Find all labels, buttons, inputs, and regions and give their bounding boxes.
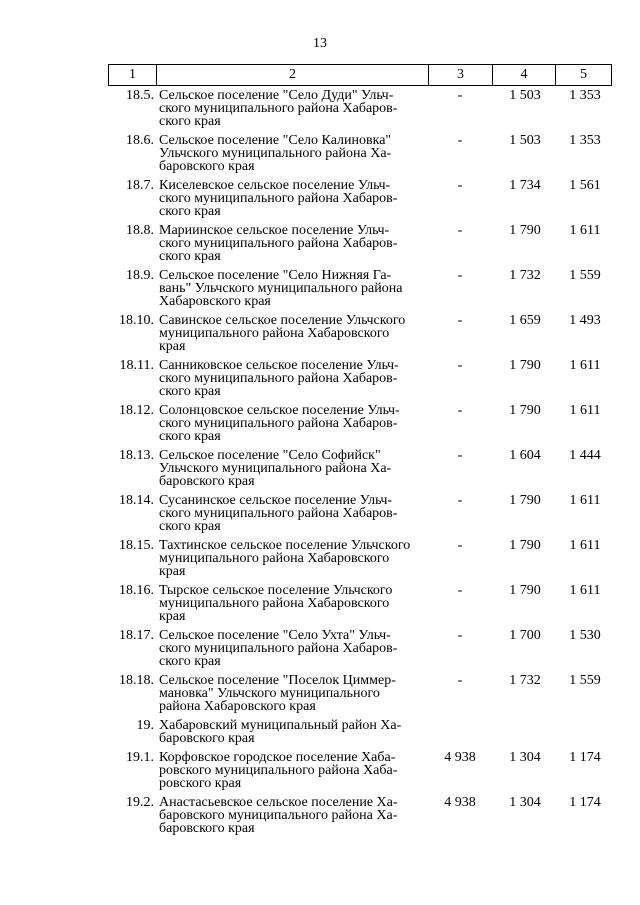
- row-value-col-3: 4 938: [444, 795, 476, 810]
- row-name-line: Мариинское сельское поселение Ульч-: [159, 223, 390, 238]
- table-row: [0, 179, 640, 218]
- row-value-col-3: -: [457, 673, 463, 688]
- row-value-col-4: 1 790: [509, 358, 541, 373]
- row-value-col-3: -: [457, 313, 463, 328]
- row-name-line: ского края: [159, 429, 221, 444]
- row-name-line: ского муниципального района Хабаров-: [159, 371, 398, 386]
- row-name-line: Сельское поселение "Поселок Циммер-: [159, 673, 396, 688]
- row-name-line: ровского муниципального района Хаба-: [159, 763, 398, 778]
- table-row: [0, 404, 640, 443]
- row-name-line: ского муниципального района Хабаров-: [159, 641, 398, 656]
- row-value-col-3: -: [457, 448, 463, 463]
- row-name: [159, 796, 427, 835]
- row-name: [159, 751, 427, 790]
- row-value-col-5: 1 611: [569, 493, 601, 508]
- row-value-col-3: -: [457, 223, 463, 238]
- row-value-col-5: 1 611: [569, 223, 601, 238]
- row-value-col-5: 1 559: [569, 268, 601, 283]
- row-value-col-5: 1 561: [569, 178, 601, 193]
- row-number: 18.15.: [119, 538, 154, 553]
- row-name-line: ского муниципального района Хабаров-: [159, 416, 398, 431]
- row-name: [159, 494, 427, 533]
- row-value-col-4: 1 790: [509, 538, 541, 553]
- row-value-col-3: -: [457, 178, 463, 193]
- row-name: [159, 449, 427, 488]
- row-value-col-4: 1 659: [509, 313, 541, 328]
- row-name-line: ского края: [159, 249, 221, 264]
- row-name-line: Сусанинское сельское поселение Ульч-: [159, 493, 393, 508]
- row-value-col-3: -: [457, 358, 463, 373]
- row-value-col-5: 1 174: [569, 750, 601, 765]
- row-name-line: Сельское поселение "Село Ухта" Ульч-: [159, 628, 391, 643]
- row-name-line: Солонцовское сельское поселение Ульч-: [159, 403, 400, 418]
- table-body: [0, 89, 640, 841]
- row-name-line: Санниковское сельское поселение Ульч-: [159, 358, 399, 373]
- row-value-col-4: 1 503: [509, 133, 541, 148]
- row-value-col-5: 1 611: [569, 583, 601, 598]
- row-number: 18.9.: [126, 268, 154, 283]
- row-name: [159, 179, 427, 218]
- row-name: [159, 269, 427, 308]
- row-name-line: Тырское сельское поселение Ульчского: [159, 583, 393, 598]
- row-value-col-4: 1 604: [509, 448, 541, 463]
- table-row: [0, 449, 640, 488]
- row-name-line: Ульчского муниципального района Ха-: [159, 461, 392, 476]
- row-name-line: ского муниципального района Хабаров-: [159, 101, 398, 116]
- row-name-line: Сельское поселение "Село Дуди" Ульч-: [159, 88, 394, 103]
- table-row: [0, 269, 640, 308]
- row-name-line: Тахтинское сельское поселение Ульчского: [159, 538, 411, 553]
- row-name-line: муниципального района Хабаровского: [159, 596, 390, 611]
- table-row: [0, 796, 640, 835]
- row-value-col-4: 1 700: [509, 628, 541, 643]
- row-name-line: баровского муниципального района Ха-: [159, 808, 398, 823]
- table-row: [0, 314, 640, 353]
- row-value-col-4: 1 304: [509, 795, 541, 810]
- row-number: 18.16.: [119, 583, 154, 598]
- row-number: 19.1.: [126, 750, 154, 765]
- row-number: 18.10.: [119, 313, 154, 328]
- header-col-4: 4: [493, 65, 556, 85]
- row-name-line: муниципального района Хабаровского: [159, 326, 390, 341]
- row-number: 18.18.: [119, 673, 154, 688]
- row-value-col-3: -: [457, 88, 463, 103]
- row-name-line: ского муниципального района Хабаров-: [159, 191, 398, 206]
- row-name-line: Анастасьевское сельское поселение Ха-: [159, 795, 398, 810]
- row-name: [159, 584, 427, 623]
- row-name: [159, 89, 427, 128]
- row-number: 18.11.: [119, 358, 154, 373]
- header-col-2: 2: [157, 65, 429, 85]
- row-value-col-4: 1 732: [509, 268, 541, 283]
- row-name-line: баровского края: [159, 159, 255, 174]
- row-name-line: ского края: [159, 114, 221, 129]
- table-row: [0, 751, 640, 790]
- row-name-line: Корфовское городское поселение Хаба-: [159, 750, 396, 765]
- row-name-line: района Хабаровского края: [159, 699, 316, 714]
- row-value-col-5: 1 493: [569, 313, 601, 328]
- row-name-line: Сельское поселение "Село Нижняя Га-: [159, 268, 392, 283]
- row-value-col-5: 1 530: [569, 628, 601, 643]
- row-name-line: Хабаровский муниципальный район Ха-: [159, 718, 402, 733]
- row-name-line: Савинское сельское поселение Ульчского: [159, 313, 406, 328]
- row-value-col-5: 1 611: [569, 403, 601, 418]
- row-value-col-4: 1 790: [509, 223, 541, 238]
- row-value-col-3: -: [457, 538, 463, 553]
- row-name-line: края: [159, 564, 186, 579]
- row-value-col-3: 4 938: [444, 750, 476, 765]
- row-value-col-4: 1 732: [509, 673, 541, 688]
- row-number: 18.6.: [126, 133, 154, 148]
- row-value-col-4: 1 304: [509, 750, 541, 765]
- row-name-line: ского края: [159, 519, 221, 534]
- row-number: 19.: [136, 718, 154, 733]
- row-value-col-5: 1 444: [569, 448, 601, 463]
- row-value-col-5: 1 611: [569, 358, 601, 373]
- row-number: 18.14.: [119, 493, 154, 508]
- row-name-line: Сельское поселение "Село Калиновка": [159, 133, 392, 148]
- table-row: [0, 719, 640, 745]
- table-header: [108, 64, 612, 86]
- row-name-line: ского края: [159, 654, 221, 669]
- row-value-col-5: 1 611: [569, 538, 601, 553]
- row-value-col-5: 1 174: [569, 795, 601, 810]
- row-value-col-3: -: [457, 628, 463, 643]
- row-value-col-3: -: [457, 268, 463, 283]
- row-name-line: баровского края: [159, 731, 255, 746]
- row-value-col-4: 1 734: [509, 178, 541, 193]
- table-row: [0, 674, 640, 713]
- row-name-line: баровского края: [159, 474, 255, 489]
- header-col-5: 5: [580, 67, 587, 82]
- row-number: 18.5.: [126, 88, 154, 103]
- row-value-col-4: 1 790: [509, 583, 541, 598]
- row-name-line: муниципального района Хабаровского: [159, 551, 390, 566]
- table-row: [0, 89, 640, 128]
- row-name-line: мановка" Ульчского муниципального: [159, 686, 380, 701]
- row-name-line: баровского края: [159, 821, 255, 836]
- row-name: [159, 629, 427, 668]
- header-col-3: 3: [429, 65, 493, 85]
- row-value-col-4: 1 503: [509, 88, 541, 103]
- row-number: 18.7.: [126, 178, 154, 193]
- row-value-col-3: -: [457, 583, 463, 598]
- header-col-1: 1: [109, 65, 157, 85]
- row-name: [159, 719, 427, 745]
- row-name: [159, 674, 427, 713]
- row-name-line: вань" Ульчского муниципального района: [159, 281, 403, 296]
- row-value-col-5: 1 559: [569, 673, 601, 688]
- table-row: [0, 584, 640, 623]
- row-name-line: ского муниципального района Хабаров-: [159, 236, 398, 251]
- row-name: [159, 404, 427, 443]
- row-name-line: края: [159, 339, 186, 354]
- row-name: [159, 224, 427, 263]
- table-row: [0, 224, 640, 263]
- table-row: [0, 629, 640, 668]
- row-value-col-3: -: [457, 133, 463, 148]
- row-name-line: края: [159, 609, 186, 624]
- row-value-col-3: -: [457, 403, 463, 418]
- table-row: [0, 359, 640, 398]
- table-row: [0, 494, 640, 533]
- row-value-col-5: 1 353: [569, 133, 601, 148]
- row-number: 18.13.: [119, 448, 154, 463]
- row-name-line: ровского края: [159, 776, 242, 791]
- row-number: 18.8.: [126, 223, 154, 238]
- row-number: 18.17.: [119, 628, 154, 643]
- row-name-line: ского края: [159, 384, 221, 399]
- row-value-col-4: 1 790: [509, 403, 541, 418]
- row-name-line: Ульчского муниципального района Ха-: [159, 146, 392, 161]
- row-number: 19.2.: [126, 795, 154, 810]
- row-number: 18.12.: [119, 403, 154, 418]
- row-name: [159, 539, 427, 578]
- row-name-line: Хабаровского края: [159, 294, 271, 309]
- row-name-line: Сельское поселение "Село Софийск": [159, 448, 381, 463]
- row-name: [159, 359, 427, 398]
- row-value-col-4: 1 790: [509, 493, 541, 508]
- table-row: [0, 134, 640, 173]
- row-value-col-5: 1 353: [569, 88, 601, 103]
- row-name-line: ского муниципального района Хабаров-: [159, 506, 398, 521]
- row-name: [159, 134, 427, 173]
- row-name: [159, 314, 427, 353]
- row-value-col-3: -: [457, 493, 463, 508]
- row-name-line: ского края: [159, 204, 221, 219]
- table-row: [0, 539, 640, 578]
- page-number: 13: [313, 36, 327, 51]
- row-name-line: Киселевское сельское поселение Ульч-: [159, 178, 391, 193]
